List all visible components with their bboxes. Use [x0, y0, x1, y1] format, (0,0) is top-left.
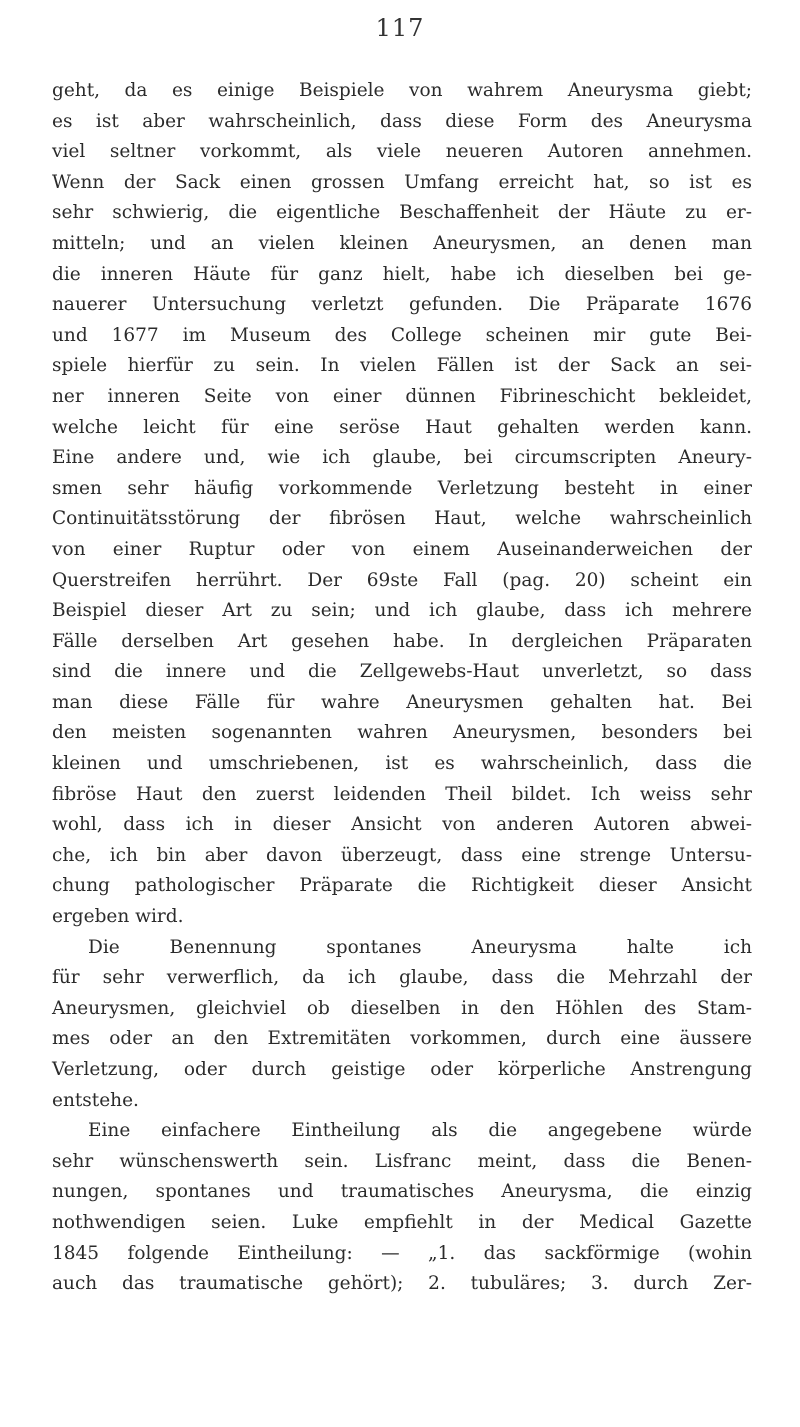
text-line: ergeben wird. [52, 906, 184, 928]
text-line: kleinen und umschriebenen, ist es wahrscheinlich, dass die [52, 753, 752, 775]
text-line: 1845 folgende Eintheilung: — „1. das sackförmige (wohin [52, 1242, 752, 1264]
text-line: Aneurysmen, gleichviel ob dieselben in den Höhlen des Stam- [52, 997, 752, 1019]
text-line: mes oder an den Extremitäten vorkommen, durch eine äussere [52, 1028, 752, 1050]
text-line: fibröse Haut den zuerst leidenden Theil bildet. Ich weiss sehr [52, 783, 752, 805]
text-line: sehr schwierig, die eigentliche Beschaffenheit der Häute zu er- [52, 202, 752, 224]
text-line: von einer Ruptur oder von einem Auseinanderweichen der [52, 538, 752, 560]
text-line: Die Benennung spontanes Aneurysma halte ich [88, 936, 752, 958]
text-line: sehr wünschenswerth sein. Lisfranc meint, dass die Benen- [52, 1150, 752, 1172]
text-line: mitteln; und an vielen kleinen Aneurysmen, an denen man [52, 232, 752, 254]
page-number: 117 [375, 14, 425, 42]
text-line: chung pathologischer Präparate die Richtigkeit dieser Ansicht [52, 875, 752, 897]
text-line: viel seltner vorkommt, als viele neueren Autoren annehmen. [52, 141, 752, 163]
text-line: geht, da es einige Beispiele von wahrem Aneurysma giebt; [52, 80, 752, 101]
text-line: und 1677 im Museum des College scheinen mir gute Bei- [52, 324, 752, 346]
text-line: nauerer Untersuchung verletzt gefunden. Die Präparate 1676 [52, 294, 752, 316]
text-line: den meisten sogenannten wahren Aneurysmen, besonders bei [52, 722, 752, 744]
text-line: Continuitätsstörung der fibrösen Haut, welche wahrscheinlich [52, 508, 752, 530]
paragraph-2 [52, 933, 752, 1117]
text-line: spiele hierfür zu sein. In vielen Fällen ist der Sack an sei- [52, 355, 752, 377]
text-line: che, ich bin aber davon überzeugt, dass eine strenge Untersu- [52, 844, 752, 866]
text-line: Beispiel dieser Art zu sein; und ich glaube, dass ich mehrere [52, 600, 752, 622]
text-line: sind die innere und die Zellgewebs-Haut unverletzt, so dass [52, 661, 752, 683]
body-text [52, 76, 752, 1300]
text-line: auch das traumatische gehört); 2. tubuläres; 3. durch Zer- [52, 1273, 752, 1295]
text-line: wohl, dass ich in dieser Ansicht von anderen Autoren abwei- [52, 814, 752, 836]
text-line: nungen, spontanes und traumatisches Aneurysma, die einzig [52, 1181, 752, 1203]
text-line: Querstreifen herrührt. Der 69ste Fall (pag. 20) scheint ein [52, 569, 752, 591]
text-line: Eine einfachere Eintheilung als die angegebene würde [88, 1120, 752, 1142]
paragraph-1 [52, 76, 752, 933]
paragraph-3 [52, 1116, 752, 1300]
text-line: Fälle derselben Art gesehen habe. In dergleichen Präparaten [52, 630, 752, 652]
text-line: es ist aber wahrscheinlich, dass diese Form des Aneurysma [52, 110, 752, 132]
text-line: entstehe. [52, 1089, 139, 1111]
text-line: Verletzung, oder durch geistige oder körperliche Anstrengung [52, 1059, 752, 1080]
text-line: man diese Fälle für wahre Aneurysmen gehalten hat. Bei [52, 691, 752, 713]
text-line: welche leicht für eine seröse Haut gehalten werden kann. [52, 416, 752, 438]
text-line: Wenn der Sack einen grossen Umfang erreicht hat, so ist es [52, 171, 752, 193]
text-line: nothwendigen seien. Luke empfiehlt in der Medical Gazette [52, 1211, 752, 1233]
text-line: ner inneren Seite von einer dünnen Fibrineschicht bekleidet, [52, 385, 752, 407]
text-line: smen sehr häufig vorkommende Verletzung besteht in einer [52, 477, 752, 499]
text-line: Eine andere und, wie ich glaube, bei circumscripten Aneury- [52, 447, 752, 469]
text-line: die inneren Häute für ganz hielt, habe ich dieselben bei ge- [52, 263, 752, 285]
text-line: für sehr verwerflich, da ich glaube, dass die Mehrzahl der [52, 967, 752, 989]
